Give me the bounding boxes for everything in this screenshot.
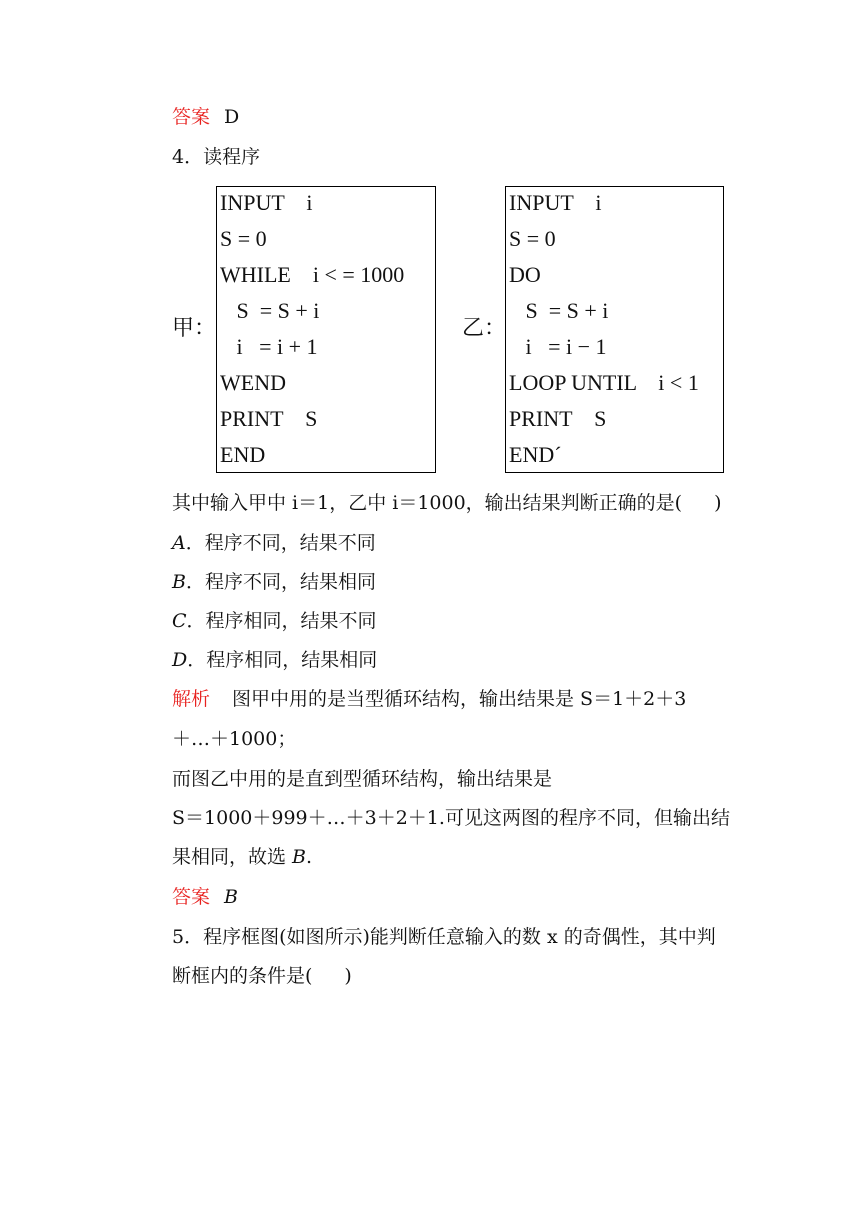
question-text: 其中输入甲中 i＝1，乙中 i＝1000，输出结果判断正确的是( <box>172 492 683 514</box>
analysis-line-2: ＋…＋1000； <box>172 728 297 750</box>
program-a-line: END <box>220 442 266 467</box>
program-b-line: S = 0 <box>509 226 556 251</box>
option-b <box>172 569 376 595</box>
program-a-line: S = 0 <box>220 226 267 251</box>
analysis-choice: B <box>292 846 307 868</box>
program-b-line: PRINT S <box>509 406 607 431</box>
program-b-line: LOOP UNTIL i < 1 <box>509 370 699 395</box>
analysis-line-1 <box>172 686 686 712</box>
answer-value: B <box>224 886 238 908</box>
program-a-label: 甲： <box>172 316 217 341</box>
q4-answer <box>172 884 238 910</box>
option-a <box>172 530 376 556</box>
program-b-label: 乙： <box>462 316 507 341</box>
program-a-line: WHILE i < = 1000 <box>220 262 405 287</box>
q3-answer <box>172 104 239 130</box>
program-b-line: S = S + i <box>509 298 609 323</box>
program-b-line: END´ <box>509 442 562 467</box>
option-text: ．程序相同，结果相同 <box>187 649 378 671</box>
analysis-line-3: 而图乙中用的是直到型循环结构，输出结果是 <box>172 768 553 790</box>
program-a-box <box>216 186 436 473</box>
answer-value: D <box>224 106 240 128</box>
program-a-line: S = S + i <box>220 298 320 323</box>
answer-label: 答案 <box>172 886 211 908</box>
program-a-line: WEND <box>220 370 286 395</box>
option-letter: B <box>172 571 186 593</box>
q5-line-1: 5．程序框图(如图所示)能判断任意输入的数 x 的奇偶性，其中判 <box>172 926 716 948</box>
option-c <box>172 608 377 634</box>
q4-question <box>172 490 722 516</box>
option-d <box>172 647 377 673</box>
program-b-line: i = i − 1 <box>509 334 607 359</box>
analysis-text: 果相同，故选 <box>172 846 293 868</box>
analysis-text: 图甲中用的是当型循环结构，输出结果是 S＝1＋2＋3 <box>232 688 687 710</box>
option-letter: C <box>172 610 187 632</box>
analysis-period: . <box>306 846 313 868</box>
program-b-line: INPUT i <box>509 190 602 215</box>
q5-line-2 <box>172 963 352 989</box>
option-text: ．程序不同，结果相同 <box>185 571 376 593</box>
analysis-line-4: S＝1000＋999＋…＋3＋2＋1.可见这两图的程序不同，但输出结 <box>172 807 730 829</box>
option-letter: D <box>172 649 188 671</box>
q4-stem: 4．读程序 <box>172 146 261 168</box>
program-a-line: i = i + 1 <box>220 334 318 359</box>
program-b-box <box>505 186 724 473</box>
question-close-paren: ) <box>714 492 722 514</box>
option-letter: A <box>172 532 186 554</box>
option-text: ．程序相同，结果不同 <box>186 610 377 632</box>
analysis-line-5 <box>172 844 312 870</box>
q5-close-paren: ) <box>344 965 352 987</box>
answer-label: 答案 <box>172 106 211 128</box>
program-a-line: INPUT i <box>220 190 313 215</box>
q5-text: 断框内的条件是( <box>172 965 313 987</box>
program-a-line: PRINT S <box>220 406 318 431</box>
option-text: ．程序不同，结果不同 <box>185 532 376 554</box>
analysis-label: 解析 <box>172 688 211 710</box>
program-b-line: DO <box>509 262 541 287</box>
